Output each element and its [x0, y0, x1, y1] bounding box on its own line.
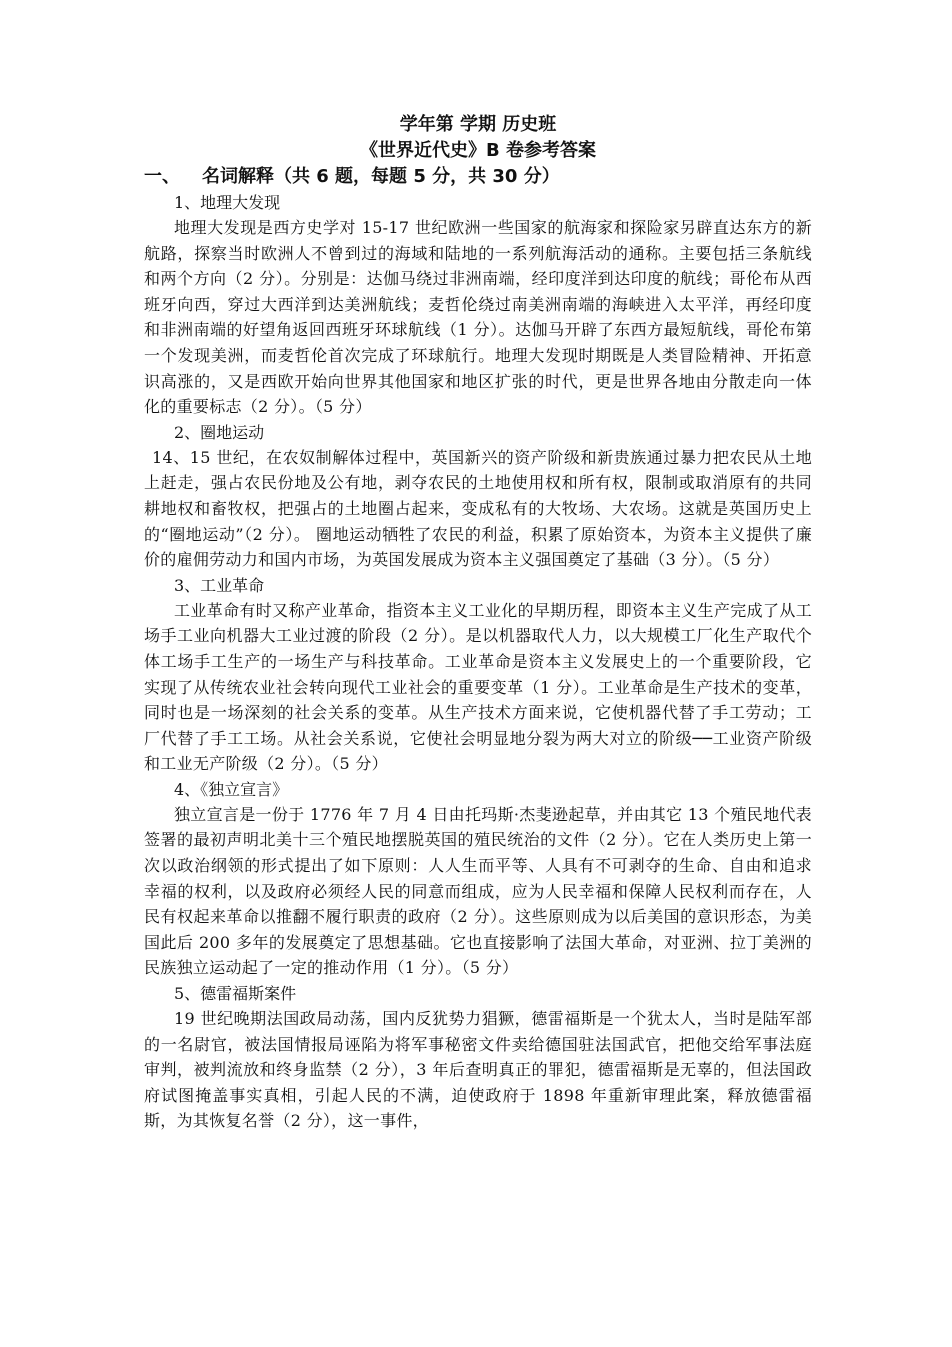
document-title-line1: 学年第 学期 历史班	[399, 114, 557, 135]
term-title-enclosure-movement: 2、圈地运动	[174, 422, 265, 442]
term-answer-declaration-of-independence: 独立宣言是一份于 1776 年 7 月 4 日由托玛斯·杰斐逊起草，并由其它 13 个殖民地代表签署的最初声明北美十三个殖民地摆脱英国的殖民统治的文件（2 分）。它在人类历史上第一次以政治纲领的形式提出了如下原则：人人生而平等、人具有不可剥夺的生命、自由和追求幸福的权利，以及政府必须经人民的同意而组成，应为人民幸福和保障人民权利而存在，人民有权起来革命以推翻不履行职责的政府（2 分）。这些原则成为以后美国的意识形态，为美国此后 200 多年的发展奠定了思想基础。它也直接影响了法国大革命，对亚洲、拉丁美洲的民族独立运动起了一定的推动作用（1 分）。（5 分）	[144, 804, 812, 978]
term-title-industrial-revolution: 3、工业革命	[174, 575, 265, 595]
answer-document	[144, 112, 812, 1134]
term-title-dreyfus-affair: 5、德雷福斯案件	[174, 984, 297, 1004]
document-title-line2: 《世界近代史》B 卷参考答案	[360, 140, 596, 161]
term-title-geographic-discovery: 1、地理大发现	[174, 193, 281, 212]
term-title-declaration-of-independence: 4、《独立宣言》	[174, 779, 289, 799]
term-answer-geographic-discovery: 地理大发现是西方史学对 15-17 世纪欧洲一些国家的航海家和探险家另辟直达东方的新航路，探察当时欧洲人不曾到过的海域和陆地的一系列航海活动的通称。主要包括三条航线和两个方向（2 分）。分别是：达伽马绕过非洲南端，经印度洋到达印度的航线；哥伦布从西班牙向西，穿过大西洋到达美洲航线；麦哲伦绕过南美洲南端的海峡进入太平洋，再经印度和非洲南端的好望角返回西班牙环球航线（1 分）。达伽马开辟了东西方最短航线，哥伦布第一个发现美洲，而麦哲伦首次完成了环球航行。地理大发现时期既是人类冒险精神、开拓意识高涨的，又是西欧开始向世界其他国家和地区扩张的时代，更是世界各地由分散走向一体化的重要标志（2 分）。（5 分）	[144, 218, 812, 417]
term-answer-enclosure-movement: 14、15 世纪，在农奴制解体过程中，英国新兴的资产阶级和新贵族通过暴力把农民从土地上赶走，强占农民份地及公有地，剥夺农民的土地使用权和所有权，限制或取消原有的共同耕地权和畜牧权，把强占的土地圈占起来，变成私有的大牧场、大农场。这就是英国历史上的“圈地运动”（2 分）。 圈地运动牺牲了农民的利益，积累了原始资本，为资本主义提供了廉价的雇佣劳动力和国内市场，为英国发展成为资本主义强国奠定了基础（3 分）。（5 分）	[144, 447, 812, 570]
term-answer-industrial-revolution: 工业革命有时又称产业革命，指资本主义工业化的早期历程，即资本主义生产完成了从工场手工业向机器大工业过渡的阶段（2 分）。是以机器取代人力，以大规模工厂化生产取代个体工场手工生产的一场生产与科技革命。工业革命是资本主义发展史上的一个重要阶段，它实现了从传统农业社会转向现代工业社会的重要变革（1 分）。工业革命是生产技术的变革，同时也是一场深刻的社会关系的变革。从生产技术方面来说，它使机器代替了手工劳动；工厂代替了手工工场。从社会关系说，它使社会明显地分裂为两大对立的阶级──工业资产阶级和工业无产阶级（2 分）。（5 分）	[144, 600, 812, 774]
term-answer-dreyfus-affair: 19 世纪晚期法国政局动荡，国内反犹势力猖獗，德雷福斯是一个犹太人，当时是陆军部的一名尉官，被法国情报局诬陷为将军事秘密文件卖给德国驻法国武官，把他交给军事法庭审判，被判流放和终身监禁（2 分），3 年后查明真正的罪犯，德雷福斯是无辜的，但法国政府试图掩盖事实真相，引起人民的不满，迫使政府于 1898 年重新审理此案，释放德雷福斯，为其恢复名誉（2 分），这一事件，	[144, 1009, 812, 1131]
section-title: 名词解释（共 6 题，每题 5 分，共 30 分）	[202, 166, 560, 187]
section-number: 一、	[144, 166, 180, 187]
section-heading	[144, 164, 812, 190]
